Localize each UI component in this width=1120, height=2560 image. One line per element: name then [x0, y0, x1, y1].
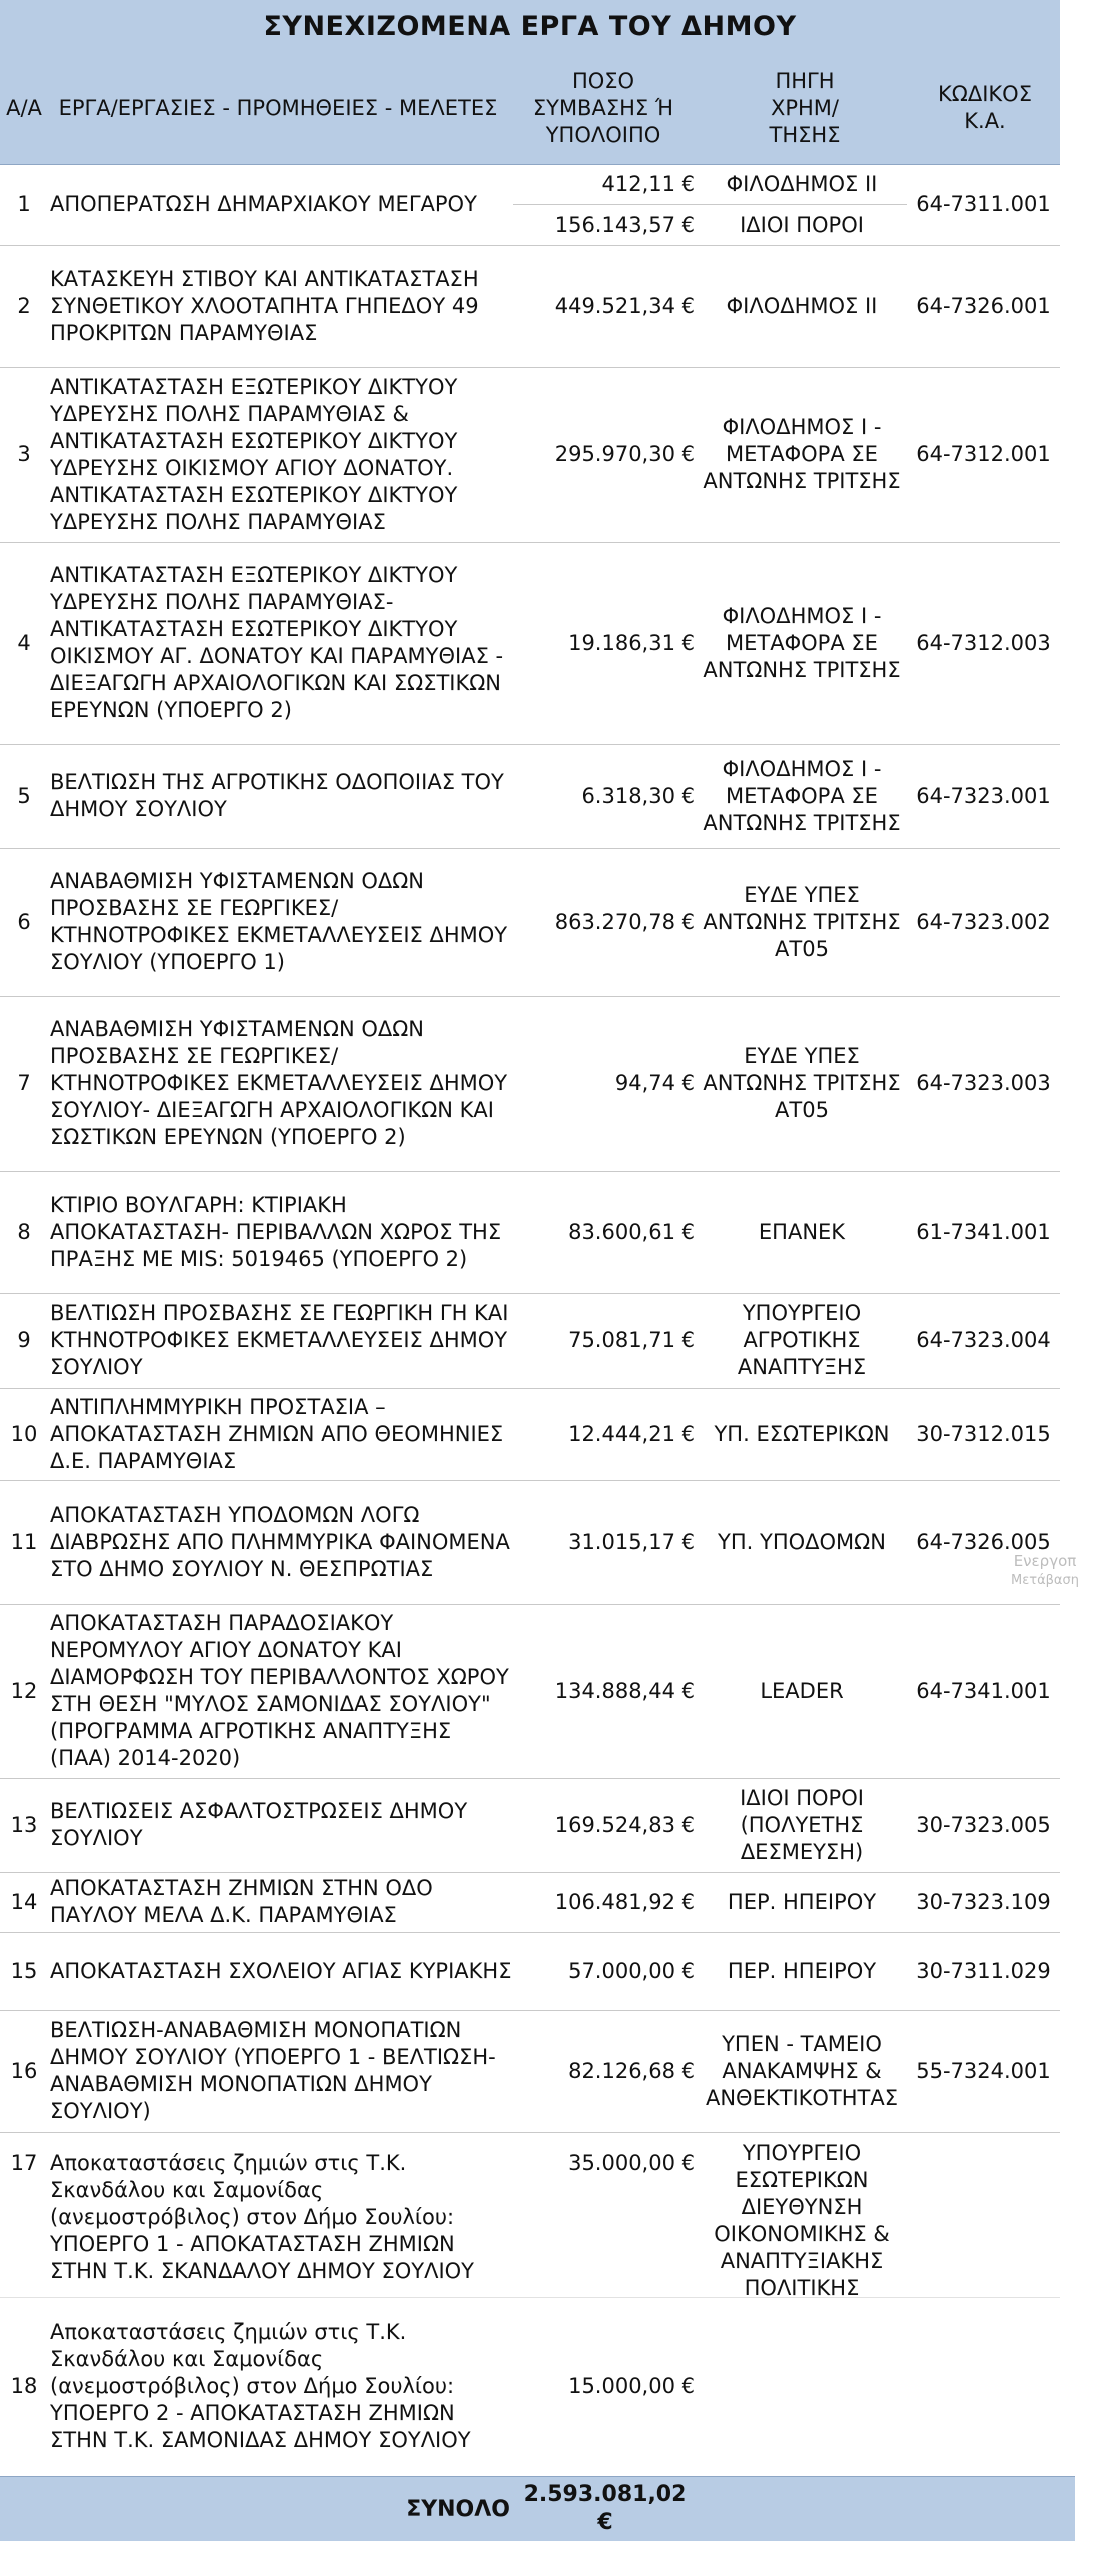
- row-title: Αποκαταστάσεις ζημιών στις Τ.Κ. Σκανδάλου και Σαμονίδας (ανεμοστρόβιλος) στον Δήμο Σουλίου: ΥΠΟΕΡΓΟ 2 - ΑΠΟΚΑΤΑΣΤΑΣΗ ΖΗΜΙΩΝ ΣΤΗΝ Τ.Κ. ΣΑΜΟΝΙΔΑΣ ΔΗΜΟΥ ΣΟΥΛΙΟΥ: [50, 2320, 471, 2452]
- row-title: ΑΠΟΚΑΤΑΣΤΑΣΗ ΠΑΡΑΔΟΣΙΑΚΟΥ ΝΕΡΟΜΥΛΟΥ ΑΓΙΟΥ ΔΟΝΑΤΟΥ ΚΑΙ ΔΙΑΜΟΡΦΩΣΗ ΤΟΥ ΠΕΡΙΒΑΛΛΟΝΤΟΣ ΧΩΡΟΥ ΣΤΗ ΘΕΣΗ "ΜΥΛΟΣ ΣΑΜΟΝΙΔΑΣ ΣΟΥΛΙΟΥ" (ΠΡΟΓΡΑΜΜΑ ΑΓΡΟΤΙΚΗΣ ΑΝΑΠΤΥΞΗΣ (ΠΑΑ) 2014-2020): [50, 1611, 509, 1770]
- sub-row-divider: [513, 204, 907, 205]
- row-amount: 82.126,68 €: [568, 2058, 695, 2083]
- row-title: ΑΝΤΙΚΑΤΑΣΤΑΣΗ ΕΞΩΤΕΡΙΚΟΥ ΔΙΚΤΥΟΥ ΥΔΡΕΥΣΗΣ ΠΟΛΗΣ ΠΑΡΑΜΥΘΙΑΣ & ΑΝΤΙΚΑΤΑΣΤΑΣΗ ΕΣΩΤΕΡΙΚΟΥ ΔΙΚΤΥΟΥ ΥΔΡΕΥΣΗΣ ΟΙΚΙΣΜΟΥ ΑΓΙΟΥ ΔΟΝΑΤΟΥ. ΑΝΤΙΚΑΤΑΣΤΑΣΗ ΕΣΩΤΕΡΙΚΟΥ ΔΙΚΤΥΟΥ ΥΔΡΕΥΣΗΣ ΠΟΛΗΣ ΠΑΡΑΜΥΘΙΑΣ: [50, 374, 458, 534]
- row-title: ΑΠΟΚΑΤΑΣΤΑΣΗ ΣΧΟΛΕΙΟΥ ΑΓΙΑΣ ΚΥΡΙΑΚΗΣ: [50, 1958, 512, 1983]
- row-title: ΚΑΤΑΣΚΕΥΗ ΣΤΙΒΟΥ ΚΑΙ ΑΝΤΙΚΑΤΑΣΤΑΣΗ ΣΥΝΘΕΤΙΚΟΥ ΧΛΟΟΤΑΠΗΤΑ ΓΗΠΕΔΟΥ 49 ΠΡΟΚΡΙΤΩΝ ΠΑΡΑΜΥΘΙΑΣ: [50, 266, 479, 345]
- table-row: [0, 996, 1060, 1172]
- row-source: ΥΠ. ΥΠΟΔΟΜΩΝ: [718, 1529, 886, 1554]
- row-source: ΙΔΙΟΙ ΠΟΡΟΙ (ΠΟΛΥΕΤΗΣ ΔΕΣΜΕΥΣΗ): [740, 1785, 864, 1864]
- row-amount: 106.481,92 €: [554, 1889, 695, 1914]
- table-row: [0, 164, 1060, 246]
- table-row: [0, 1293, 1060, 1389]
- row-source: ΥΠΟΥΡΓΕΙΟ ΑΓΡΟΤΙΚΗΣ ΑΝΑΠΤΥΞΗΣ: [737, 1301, 867, 1379]
- total-label: ΣΥΝΟΛΟ: [406, 2496, 510, 2522]
- row-source: ΦΙΛΟΔΗΜΟΣ Ι - ΜΕΤΑΦΟΡΑ ΣΕ ΑΝΤΩΝΗΣ ΤΡΙΤΣΗΣ: [703, 603, 901, 682]
- table-row: [0, 1480, 1060, 1605]
- row-amount: 6.318,30 €: [581, 783, 695, 808]
- row-title: ΑΠΟΠΕΡΑΤΩΣΗ ΔΗΜΑΡΧΙΑΚΟΥ ΜΕΓΑΡΟΥ: [50, 192, 477, 216]
- row-source: ΥΠΟΥΡΓΕΙΟ ΕΣΩΤΕΡΙΚΩΝ ΔΙΕΥΘΥΝΣΗ ΟΙΚΟΝΟΜΙΚΗΣ & ΑΝΑΠΤΥΞΙΑΚΗΣ ΠΟΛΙΤΙΚΗΣ: [714, 2141, 890, 2300]
- row-code: 64-7323.003: [916, 1071, 1051, 1095]
- row-source: ΥΠΕΝ - ΤΑΜΕΙΟ ΑΝΑΚΑΜΨΗΣ & ΑΝΘΕΚΤΙΚΟΤΗΤΑΣ: [705, 2031, 899, 2110]
- table-title: ΣΥΝΕΧΙΖΟΜΕΝΑ ΕΡΓΑ ΤΟΥ ΔΗΜΟΥ: [0, 0, 1060, 53]
- row-source: ΦΙΛΟΔΗΜΟΣ ΙΙ: [726, 171, 878, 196]
- row-code: 30-7312.015: [916, 1421, 1051, 1446]
- table-row: [0, 1778, 1060, 1873]
- table-row: [0, 2297, 1060, 2476]
- table-row: [0, 1604, 1060, 1779]
- row-number: 14: [10, 1889, 38, 1914]
- row-code: 64-7312.003: [916, 630, 1051, 655]
- table-row: [0, 744, 1060, 849]
- table-row: [0, 1171, 1060, 1294]
- row-code: 64-7323.001: [916, 783, 1051, 808]
- row-source: ΕΥΔΕ ΥΠΕΣ ΑΝΤΩΝΗΣ ΤΡΙΤΣΗΣ ΑΤ05: [703, 1044, 901, 1122]
- row-source: ΥΠ. ΕΣΩΤΕΡΙΚΩΝ: [714, 1421, 890, 1446]
- watermark-line: Μετάβαση: [1011, 1573, 1079, 1588]
- row-number: 1: [17, 192, 31, 216]
- header-aa: Α/Α: [6, 95, 42, 120]
- row-amount: 15.000,00 €: [568, 2374, 695, 2398]
- watermark-text: [1010, 1552, 1080, 1590]
- row-source: ΕΠΑΝΕΚ: [758, 1219, 846, 1244]
- row-title: ΑΝΤΙΠΛΗΜΜΥΡΙΚΗ ΠΡΟΣΤΑΣΙΑ – ΑΠΟΚΑΤΑΣΤΑΣΗ ΖΗΜΙΩΝ ΑΠΟ ΘΕΟΜΗΝΙΕΣ Δ.Ε. ΠΑΡΑΜΥΘΙΑΣ: [50, 1394, 504, 1473]
- header-amount: ΠΟΣΟ ΣΥΜΒΑΣΗΣ Ή ΥΠΟΛΟΙΠΟ: [532, 68, 674, 147]
- row-code: 64-7311.001: [916, 192, 1051, 216]
- row-source: ΠΕΡ. ΗΠΕΙΡΟΥ: [727, 1958, 877, 1983]
- header-source: ΠΗΓΗ ΧΡΗΜ/ΤΗΣΗΣ: [769, 68, 841, 147]
- row-number: 11: [10, 1529, 38, 1554]
- row-amount: 295.970,30 €: [554, 442, 695, 466]
- row-title: ΒΕΛΤΙΩΣΗ ΤΗΣ ΑΓΡΟΤΙΚΗΣ ΟΔΟΠΟΙΙΑΣ ΤΟΥ ΔΗΜΟΥ ΣΟΥΛΙΟΥ: [50, 770, 504, 821]
- row-code: 30-7323.109: [916, 1889, 1051, 1914]
- row-number: 12: [10, 1678, 38, 1703]
- table-row: [0, 1932, 1060, 2011]
- total-row: [0, 2476, 1075, 2541]
- row-source: ΙΔΙΟΙ ΠΟΡΟΙ: [740, 212, 864, 237]
- row-title: ΑΝΑΒΑΘΜΙΣΗ ΥΦΙΣΤΑΜΕΝΩΝ ΟΔΩΝ ΠΡΟΣΒΑΣΗΣ ΣΕ ΓΕΩΡΓΙΚΕΣ/ΚΤΗΝΟΤΡΟΦΙΚΕΣ ΕΚΜΕΤΑΛΛΕΥΣΕΙΣ ΔΗΜΟΥ ΣΟΥΛΙΟΥ (ΥΠΟΕΡΓΟ 1): [50, 869, 508, 974]
- row-amount: 134.888,44 €: [554, 1678, 695, 1703]
- row-number: 2: [17, 293, 31, 318]
- table-row: [0, 2010, 1060, 2133]
- watermark-line: Ενεργοπ: [1013, 1552, 1077, 1570]
- row-number: 3: [17, 442, 31, 466]
- row-amount: 449.521,34 €: [554, 293, 695, 318]
- row-code: 55-7324.001: [916, 2058, 1051, 2083]
- row-title: ΚΤΙΡΙΟ ΒΟΥΛΓΑΡΗ: ΚΤΙΡΙΑΚΗ ΑΠΟΚΑΤΑΣΤΑΣΗ- ΠΕΡΙΒΑΛΛΩΝ ΧΩΡΟΣ ΤΗΣ ΠΡΑΞΗΣ ΜΕ MIS: 5019465 (ΥΠΟΕΡΓΟ 2): [50, 1192, 502, 1271]
- row-source: ΠΕΡ. ΗΠΕΙΡΟΥ: [727, 1889, 877, 1914]
- table-header: [0, 52, 1060, 165]
- row-number: 5: [17, 783, 31, 808]
- row-title: ΑΠΟΚΑΤΑΣΤΑΣΗ ΖΗΜΙΩΝ ΣΤΗΝ ΟΔΟ ΠΑΥΛΟΥ ΜΕΛΑ Δ.Κ. ΠΑΡΑΜΥΘΙΑΣ: [50, 1876, 433, 1927]
- row-title: ΑΠΟΚΑΤΑΣΤΑΣΗ ΥΠΟΔΟΜΩΝ ΛΟΓΩ ΔΙΑΒΡΩΣΗΣ ΑΠΟ ΠΛΗΜΜΥΡΙΚΑ ΦΑΙΝΟΜΕΝΑ ΣΤΟ ΔΗΜΟ ΣΟΥΛΙΟΥ Ν. ΘΕΣΠΡΩΤΙΑΣ: [50, 1502, 510, 1581]
- table-row: [0, 542, 1060, 745]
- row-amount: 19.186,31 €: [568, 630, 695, 655]
- row-code: 64-7312.001: [916, 442, 1051, 466]
- row-title: ΒΕΛΤΙΩΣΕΙΣ ΑΣΦΑΛΤΟΣΤΡΩΣΕΙΣ ΔΗΜΟΥ ΣΟΥΛΙΟΥ: [50, 1799, 468, 1850]
- row-code: 64-7323.002: [916, 909, 1051, 934]
- row-amount: 863.270,78 €: [554, 909, 695, 934]
- row-number: 9: [17, 1328, 31, 1352]
- row-amount: 57.000,00 €: [568, 1958, 695, 1983]
- row-code: 30-7311.029: [916, 1958, 1051, 1983]
- row-source: [697, 2297, 907, 2476]
- row-code: [907, 2132, 1060, 2297]
- row-source: ΦΙΛΟΔΗΜΟΣ Ι - ΜΕΤΑΦΟΡΑ ΣΕ ΑΝΤΩΝΗΣ ΤΡΙΤΣΗΣ: [703, 415, 901, 493]
- row-code: 64-7323.004: [916, 1328, 1051, 1352]
- row-title: ΑΝΤΙΚΑΤΑΣΤΑΣΗ ΕΞΩΤΕΡΙΚΟΥ ΔΙΚΤΥΟΥ ΥΔΡΕΥΣΗΣ ΠΟΛΗΣ ΠΑΡΑΜΥΘΙΑΣ- ΑΝΤΙΚΑΤΑΣΤΑΣΗ ΕΣΩΤΕΡΙΚΟΥ ΔΙΚΤΥΟΥ ΟΙΚΙΣΜΟΥ ΑΓ. ΔΟΝΑΤΟΥ ΚΑΙ ΠΑΡΑΜΥΘΙΑΣ - ΔΙΕΞΑΓΩΓΗ ΑΡΧΑΙΟΛΟΓΙΚΩΝ ΚΑΙ ΣΩΣΤΙΚΩΝ ΕΡΕΥΝΩΝ (ΥΠΟΕΡΓΟ 2): [50, 563, 504, 722]
- row-code: 30-7323.005: [916, 1812, 1051, 1837]
- row-code: [907, 2297, 1060, 2476]
- row-number: 10: [10, 1421, 38, 1446]
- table-row: [0, 848, 1060, 997]
- row-code: 64-7341.001: [916, 1678, 1051, 1703]
- row-title: ΒΕΛΤΙΩΣΗ ΠΡΟΣΒΑΣΗΣ ΣΕ ΓΕΩΡΓΙΚΗ ΓΗ ΚΑΙ ΚΤΗΝΟΤΡΟΦΙΚΕΣ ΕΚΜΕΤΑΛΛΕΥΣΕΙΣ ΔΗΜΟΥ ΣΟΥΛΙΟΥ: [50, 1301, 509, 1379]
- total-value: 2.593.081,02 €: [523, 2482, 687, 2535]
- row-amount: 412,11 €: [601, 171, 695, 196]
- table-row: [0, 245, 1060, 368]
- row-amount: 35.000,00 €: [568, 2151, 695, 2175]
- row-source: ΦΙΛΟΔΗΜΟΣ Ι - ΜΕΤΑΦΟΡΑ ΣΕ ΑΝΤΩΝΗΣ ΤΡΙΤΣΗΣ: [703, 756, 901, 835]
- row-amount: 156.143,57 €: [554, 212, 695, 237]
- row-number: 6: [17, 909, 31, 934]
- row-source: LEADER: [760, 1678, 844, 1703]
- table-row: [0, 1872, 1060, 1933]
- header-code: ΚΩΔΙΚΟΣ Κ.Α.: [938, 82, 1032, 133]
- row-title: ΒΕΛΤΙΩΣΗ-ΑΝΑΒΑΘΜΙΣΗ ΜΟΝΟΠΑΤΙΩΝ ΔΗΜΟΥ ΣΟΥΛΙΟΥ (ΥΠΟΕΡΓΟ 1 - ΒΕΛΤΙΩΣΗ-ΑΝΑΒΑΘΜΙΣΗ ΜΟΝΟΠΑΤΙΩΝ ΔΗΜΟΥ ΣΟΥΛΙΟΥ): [50, 2018, 496, 2123]
- row-amount: 75.081,71 €: [568, 1328, 695, 1352]
- table-row: [0, 367, 1060, 543]
- row-number: 17: [10, 2151, 38, 2175]
- row-number: 13: [10, 1812, 38, 1837]
- header-title: ΕΡΓΑ/ΕΡΓΑΣΙΕΣ - ΠΡΟΜΗΘΕΙΕΣ - ΜΕΛΕΤΕΣ: [58, 95, 498, 120]
- row-code: 61-7341.001: [916, 1219, 1051, 1244]
- row-number: 7: [17, 1071, 31, 1095]
- row-amount: 94,74 €: [614, 1071, 695, 1095]
- row-amount: 12.444,21 €: [568, 1421, 695, 1446]
- row-amount: 31.015,17 €: [568, 1529, 695, 1554]
- row-amount: 83.600,61 €: [568, 1219, 695, 1244]
- row-number: 4: [17, 630, 31, 655]
- row-code: 64-7326.001: [916, 293, 1051, 318]
- table-row: [0, 1388, 1060, 1481]
- table-row: [0, 2132, 1060, 2298]
- row-number: 16: [10, 2058, 38, 2083]
- row-title: Αποκαταστάσεις ζημιών στις Τ.Κ. Σκανδάλου και Σαμονίδας (ανεμοστρόβιλος) στον Δήμο Σουλίου: ΥΠΟΕΡΓΟ 1 - ΑΠΟΚΑΤΑΣΤΑΣΗ ΖΗΜΙΩΝ ΣΤΗΝ Τ.Κ. ΣΚΑΝΔΑΛΟΥ ΔΗΜΟΥ ΣΟΥΛΙΟΥ: [50, 2151, 474, 2283]
- row-title: ΑΝΑΒΑΘΜΙΣΗ ΥΦΙΣΤΑΜΕΝΩΝ ΟΔΩΝ ΠΡΟΣΒΑΣΗΣ ΣΕ ΓΕΩΡΓΙΚΕΣ/ΚΤΗΝΟΤΡΟΦΙΚΕΣ ΕΚΜΕΤΑΛΛΕΥΣΕΙΣ ΔΗΜΟΥ ΣΟΥΛΙΟΥ- ΔΙΕΞΑΓΩΓΗ ΑΡΧΑΙΟΛΟΓΙΚΩΝ ΚΑΙ ΣΩΣΤΙΚΩΝ ΕΡΕΥΝΩΝ (ΥΠΟΕΡΓΟ 2): [50, 1017, 508, 1149]
- row-source: ΦΙΛΟΔΗΜΟΣ ΙΙ: [726, 293, 878, 318]
- row-number: 18: [10, 2374, 38, 2398]
- row-number: 15: [10, 1958, 38, 1983]
- row-amount: 169.524,83 €: [554, 1812, 695, 1837]
- row-code: 64-7326.005: [916, 1529, 1051, 1554]
- row-source: ΕΥΔΕ ΥΠΕΣ ΑΝΤΩΝΗΣ ΤΡΙΤΣΗΣ ΑΤ05: [703, 882, 901, 961]
- row-number: 8: [17, 1219, 31, 1244]
